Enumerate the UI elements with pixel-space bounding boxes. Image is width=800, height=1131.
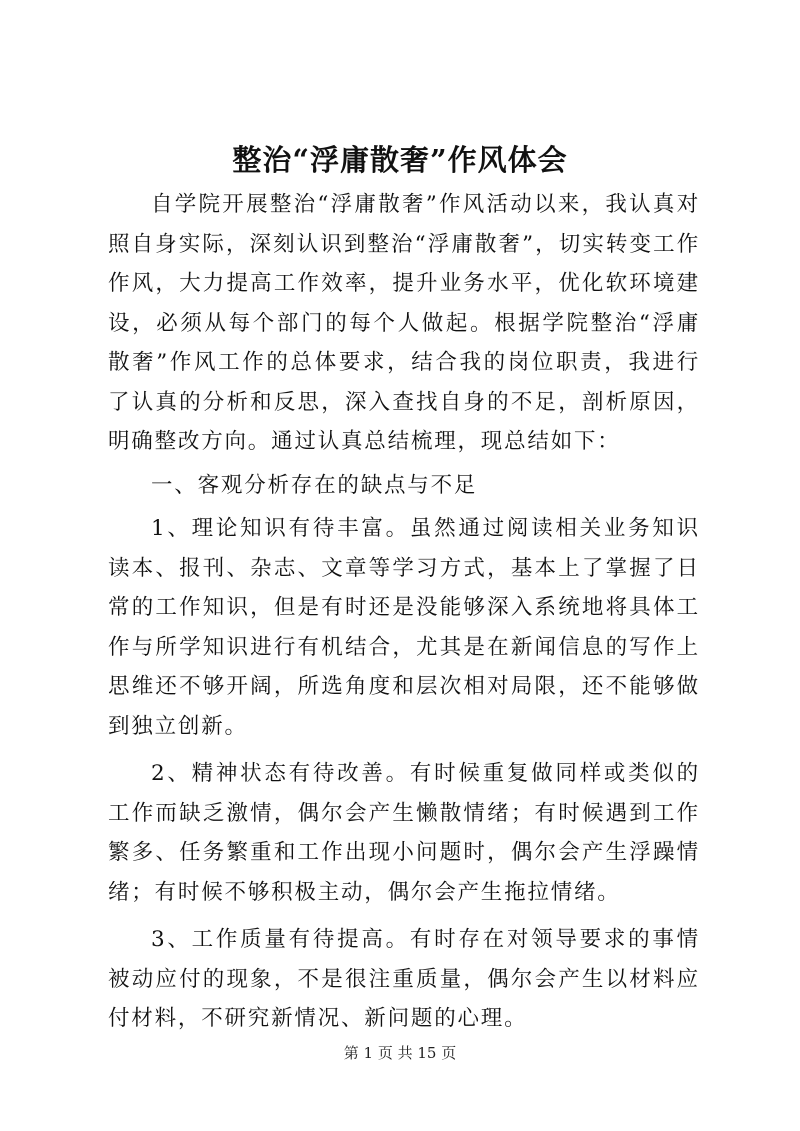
page-number-footer: 第 1 页 共 15 页 [343,1044,457,1062]
point-1-paragraph: 1、理论知识有待丰富。虽然通过阅读相关业务知识读本、报刊、杂志、文章等学习方式，基本上了掌握了日常的工作知识，但是有时还是没能够深入系统地将具体工作与所学知识进行有机结合，尤其是在新闻信息的写作上思维还不够开阔，所选角度和层次相对局限，还不能够做到独立创新。 [108,516,700,739]
section-heading: 一、客观分析存在的缺点与不足 [151,472,478,498]
intro-paragraph: 自学院开展整治“浮庸散奢”作风活动以来，我认真对照自身实际，深刻认识到整治“浮庸散奢”，切实转变工作作风，大力提高工作效率，提升业务水平，优化软环境建设，必须从每个部门的每个人做起。根据学院整治“浮庸散奢”作风工作的总体要求，结合我的岗位职责，我进行了认真的分析和反思，深入查找自身的不足，剖析原因，明确整改方向。通过认真总结梳理，现总结如下： [108,192,700,454]
point-2-paragraph: 2、精神状态有待改善。有时候重复做同样或类似的工作而缺乏激情，偶尔会产生懒散情绪；有时候遇到工作繁多、任务繁重和工作出现小问题时，偶尔会产生浮躁情绪；有时候不够积极主动，偶尔会产生拖拉情绪。 [108,761,700,905]
document-body [108,185,700,1043]
point-3-paragraph: 3、工作质量有待提高。有时存在对领导要求的事情被动应付的现象，不是很注重质量，偶尔会产生以材料应付材料，不研究新情况、新问题的心理。 [108,927,700,1031]
document-title: 整治“浮庸散奢”作风体会 [232,143,568,177]
